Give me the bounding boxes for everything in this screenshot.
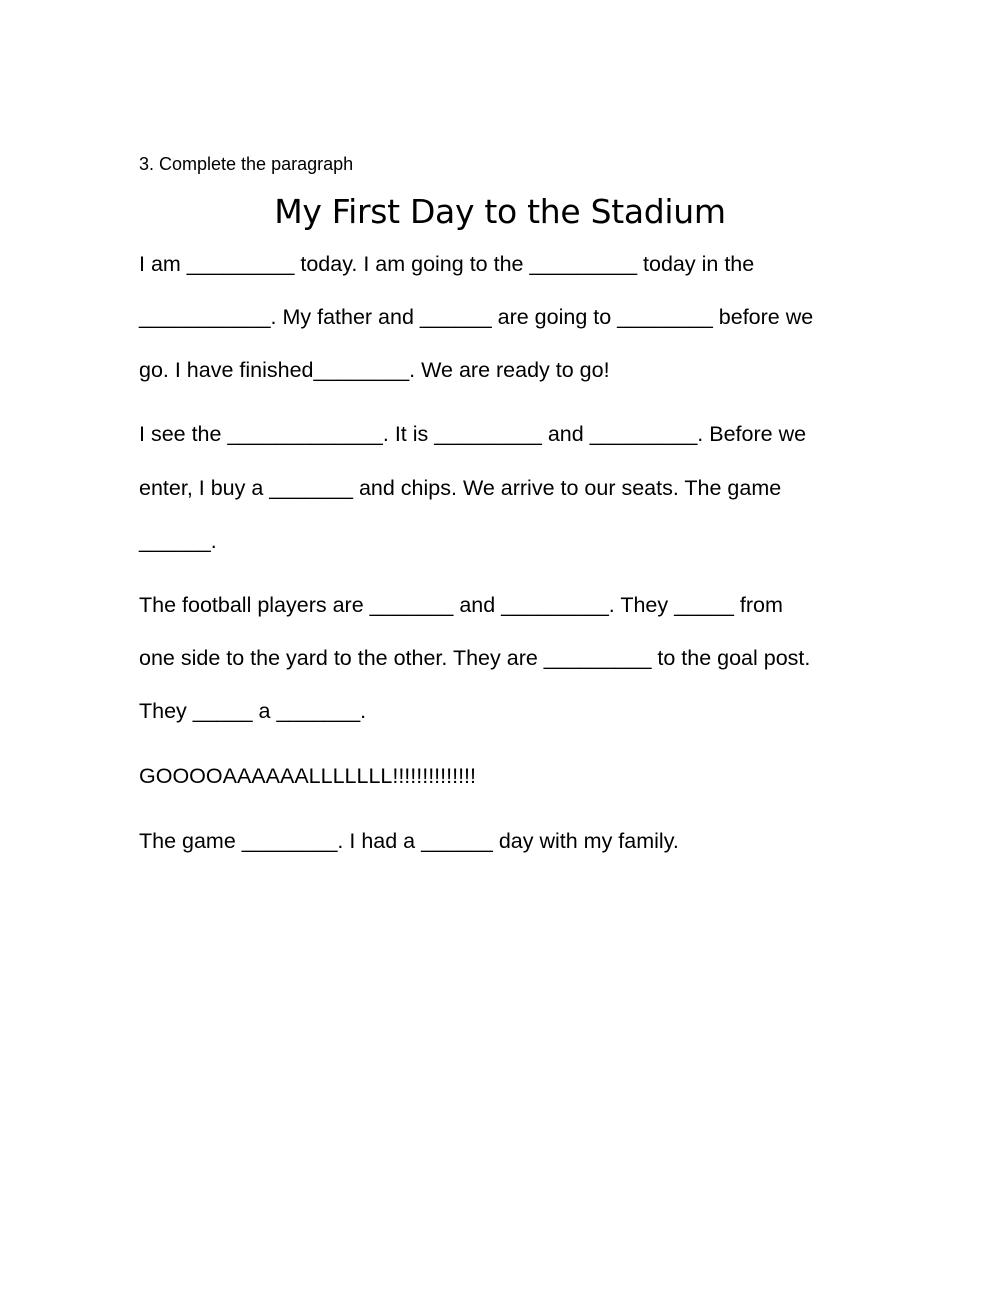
instruction-text: 3. Complete the paragraph xyxy=(139,154,354,174)
paragraph2-line2: enter, I buy a _______ and chips. We arrive to our seats. The game xyxy=(139,476,782,500)
paragraph2-line3: ______. xyxy=(139,529,217,553)
paragraph3-line2: one side to the yard to the other. They are _________ to the goal post. xyxy=(139,646,811,670)
paragraph1-line3: go. I have finished________. We are ready to go! xyxy=(139,358,610,382)
closing-line: The game ________. I had a ______ day with my family. xyxy=(139,829,679,853)
goal-exclamation: GOOOOAAAAAALLLLLLL!!!!!!!!!!!!!! xyxy=(139,764,476,788)
worksheet-title: My First Day to the Stadium xyxy=(274,192,726,231)
paragraph1-line2: ___________. My father and ______ are going to ________ before we xyxy=(139,305,814,329)
paragraph1-line1: I am _________ today. I am going to the _________ today in the xyxy=(139,252,755,276)
paragraph3-line1: The football players are _______ and _________. They _____ from xyxy=(139,593,783,617)
paragraph2-line1: I see the _____________. It is _________ and _________. Before we xyxy=(139,422,807,446)
paragraph3-line3: They _____ a _______. xyxy=(139,699,367,723)
